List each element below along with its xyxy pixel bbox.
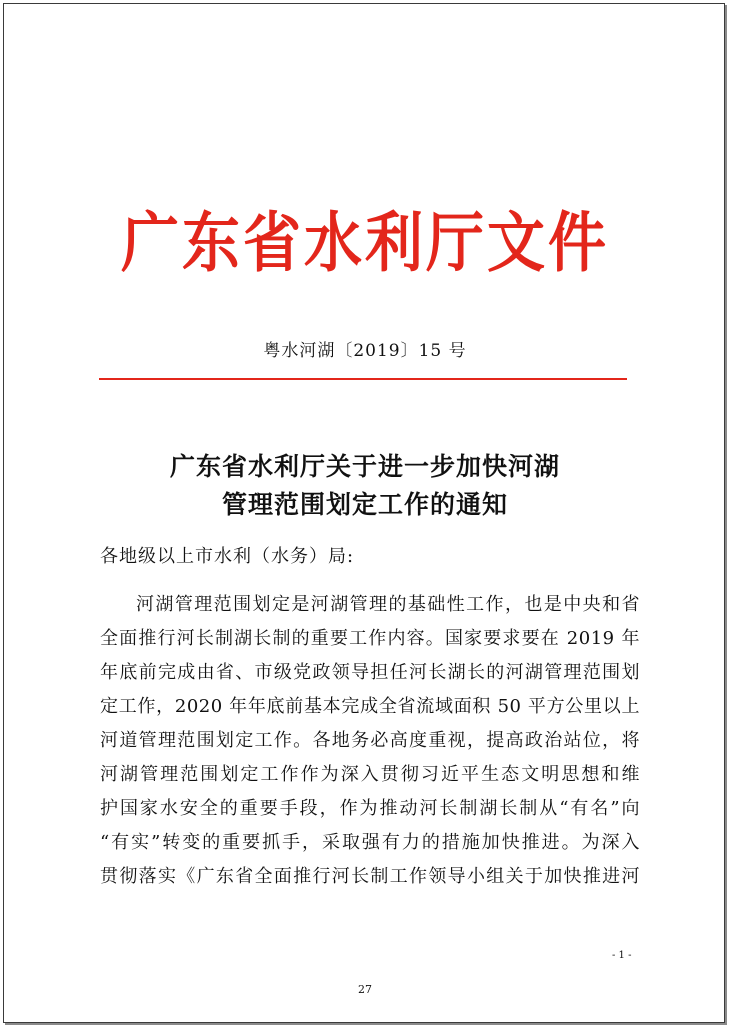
body-line: 全面推行河长制湖长制的重要工作内容。国家要求要在 2019 年 xyxy=(100,628,640,649)
body-paragraph xyxy=(100,588,640,894)
page-marker: - 1 - xyxy=(612,950,632,961)
body-line: 贯彻落实《广东省全面推行河长制工作领导小组关于加快推进河 xyxy=(100,866,640,887)
body-line: 河湖管理范围划定工作作为深入贯彻习近平生态文明思想和维 xyxy=(100,764,640,785)
title-line-2: 管理范围划定工作的通知 xyxy=(221,490,508,519)
red-divider-line xyxy=(99,378,627,380)
document-masthead: 广东省水利厅文件 xyxy=(120,204,609,281)
body-line: “有实”转变的重要抓手，采取强有力的措施加快推进。为深入 xyxy=(100,832,640,853)
document-number: 粤水河湖〔2019〕15 号 xyxy=(263,341,467,361)
body-line: 河道管理范围划定工作。各地务必高度重视，提高政治站位，将 xyxy=(100,730,640,751)
body-line: 定工作，2020 年年底前基本完成全省流域面积 50 平方公里以上 xyxy=(100,696,640,717)
body-line: 年底前完成由省、市级党政领导担任河长湖长的河湖管理范围划 xyxy=(100,662,640,683)
title-line-1: 广东省水利厅关于进一步加快河湖 xyxy=(169,452,560,481)
body-line: 护国家水安全的重要手段，作为推动河长制湖长制从“有名”向 xyxy=(100,798,640,819)
footer-page-number: 27 xyxy=(358,983,372,996)
body-line: 河湖管理范围划定是河湖管理的基础性工作，也是中央和省 xyxy=(136,594,640,615)
document-title xyxy=(0,448,730,524)
salutation: 各地级以上市水利（水务）局: xyxy=(100,546,355,567)
